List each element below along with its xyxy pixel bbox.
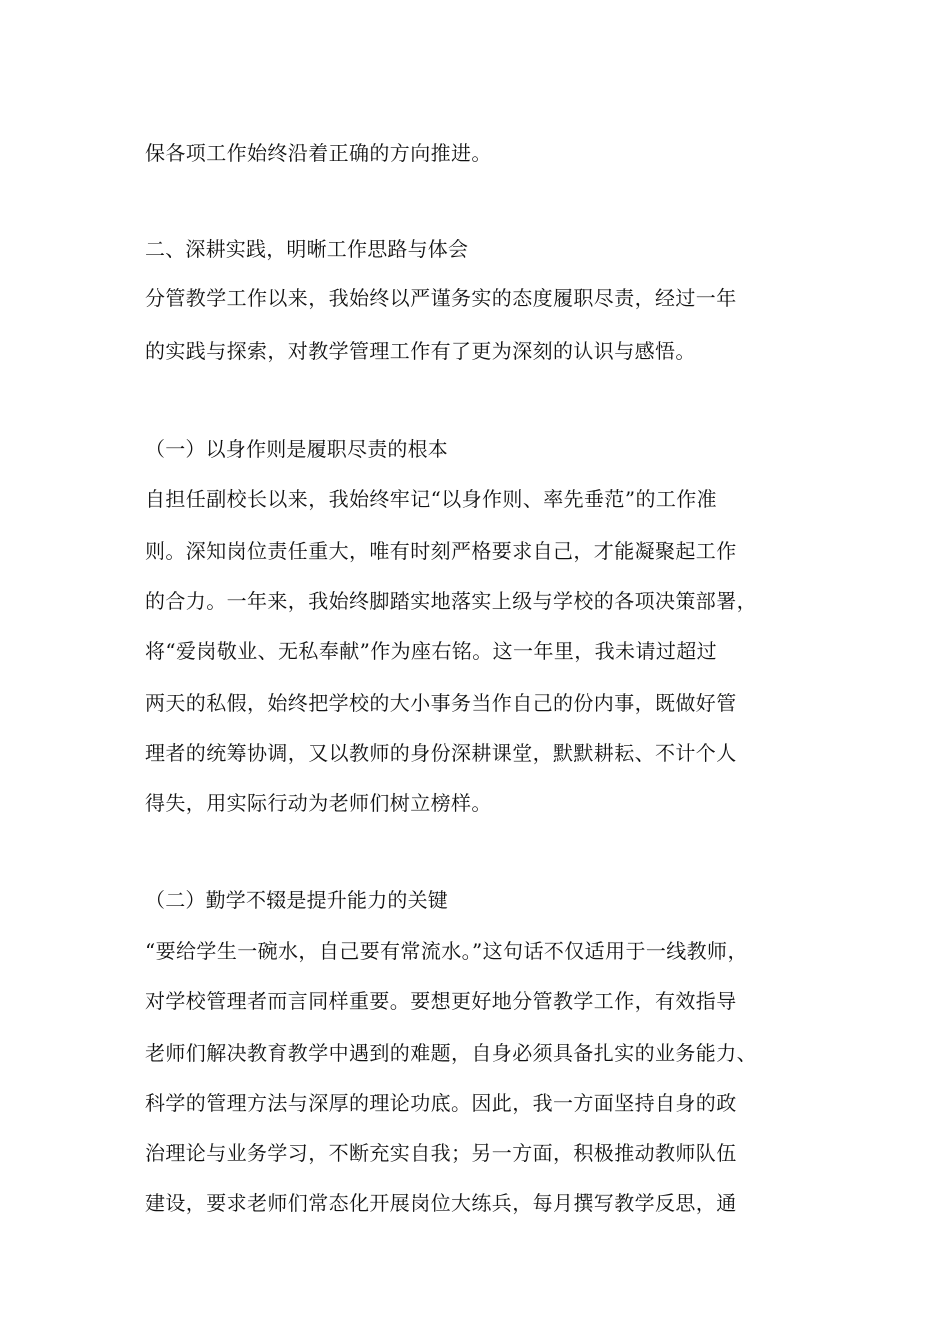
subsection-heading: （二）勤学不辍是提升能力的关键 bbox=[145, 888, 448, 912]
paragraph-line: 自担任副校长以来，我始终牢记“以身作则、率先垂范”的工作准 bbox=[145, 487, 718, 511]
paragraph-line: 分管教学工作以来，我始终以严谨务实的态度履职尽责，经过一年 bbox=[145, 286, 737, 310]
subsection-heading: （一）以身作则是履职尽责的根本 bbox=[145, 437, 448, 461]
paragraph-line: 的合力。一年来，我始终脚踏实地落实上级与学校的各项决策部署， bbox=[145, 589, 757, 613]
paragraph-line: 保各项工作始终沿着正确的方向推进。 bbox=[145, 141, 492, 165]
paragraph-line: 老师们解决教育教学中遇到的难题，自身必须具备扎实的业务能力、 bbox=[145, 1041, 757, 1065]
paragraph-line: 理者的统筹协调，又以教师的身份深耕课堂，默默耕耘、不计个人 bbox=[145, 741, 737, 765]
paragraph-line: 两天的私假，始终把学校的大小事务当作自己的份内事，既做好管 bbox=[145, 691, 737, 715]
paragraph-line: 则。深知岗位责任重大，唯有时刻严格要求自己，才能凝聚起工作 bbox=[145, 539, 737, 563]
paragraph-line: 科学的管理方法与深厚的理论功底。因此，我一方面坚持自身的政 bbox=[145, 1091, 737, 1115]
paragraph-line: 治理论与业务学习，不断充实自我；另一方面，积极推动教师队伍 bbox=[145, 1141, 737, 1165]
paragraph-line: 建设，要求老师们常态化开展岗位大练兵，每月撰写教学反思，通 bbox=[145, 1191, 737, 1215]
paragraph-line: 得失，用实际行动为老师们树立榜样。 bbox=[145, 791, 492, 815]
paragraph-line: 的实践与探索，对教学管理工作有了更为深刻的认识与感悟。 bbox=[145, 339, 696, 363]
paragraph-line: 将“爱岗敬业、无私奉献”作为座右铭。这一年里，我未请过超过 bbox=[145, 639, 718, 663]
paragraph-line: 对学校管理者而言同样重要。要想更好地分管教学工作，有效指导 bbox=[145, 989, 737, 1013]
section-heading: 二、深耕实践，明晰工作思路与体会 bbox=[145, 237, 469, 261]
paragraph-line: “要给学生一碗水，自己要有常流水。”这句话不仅适用于一线教师， bbox=[145, 939, 748, 963]
